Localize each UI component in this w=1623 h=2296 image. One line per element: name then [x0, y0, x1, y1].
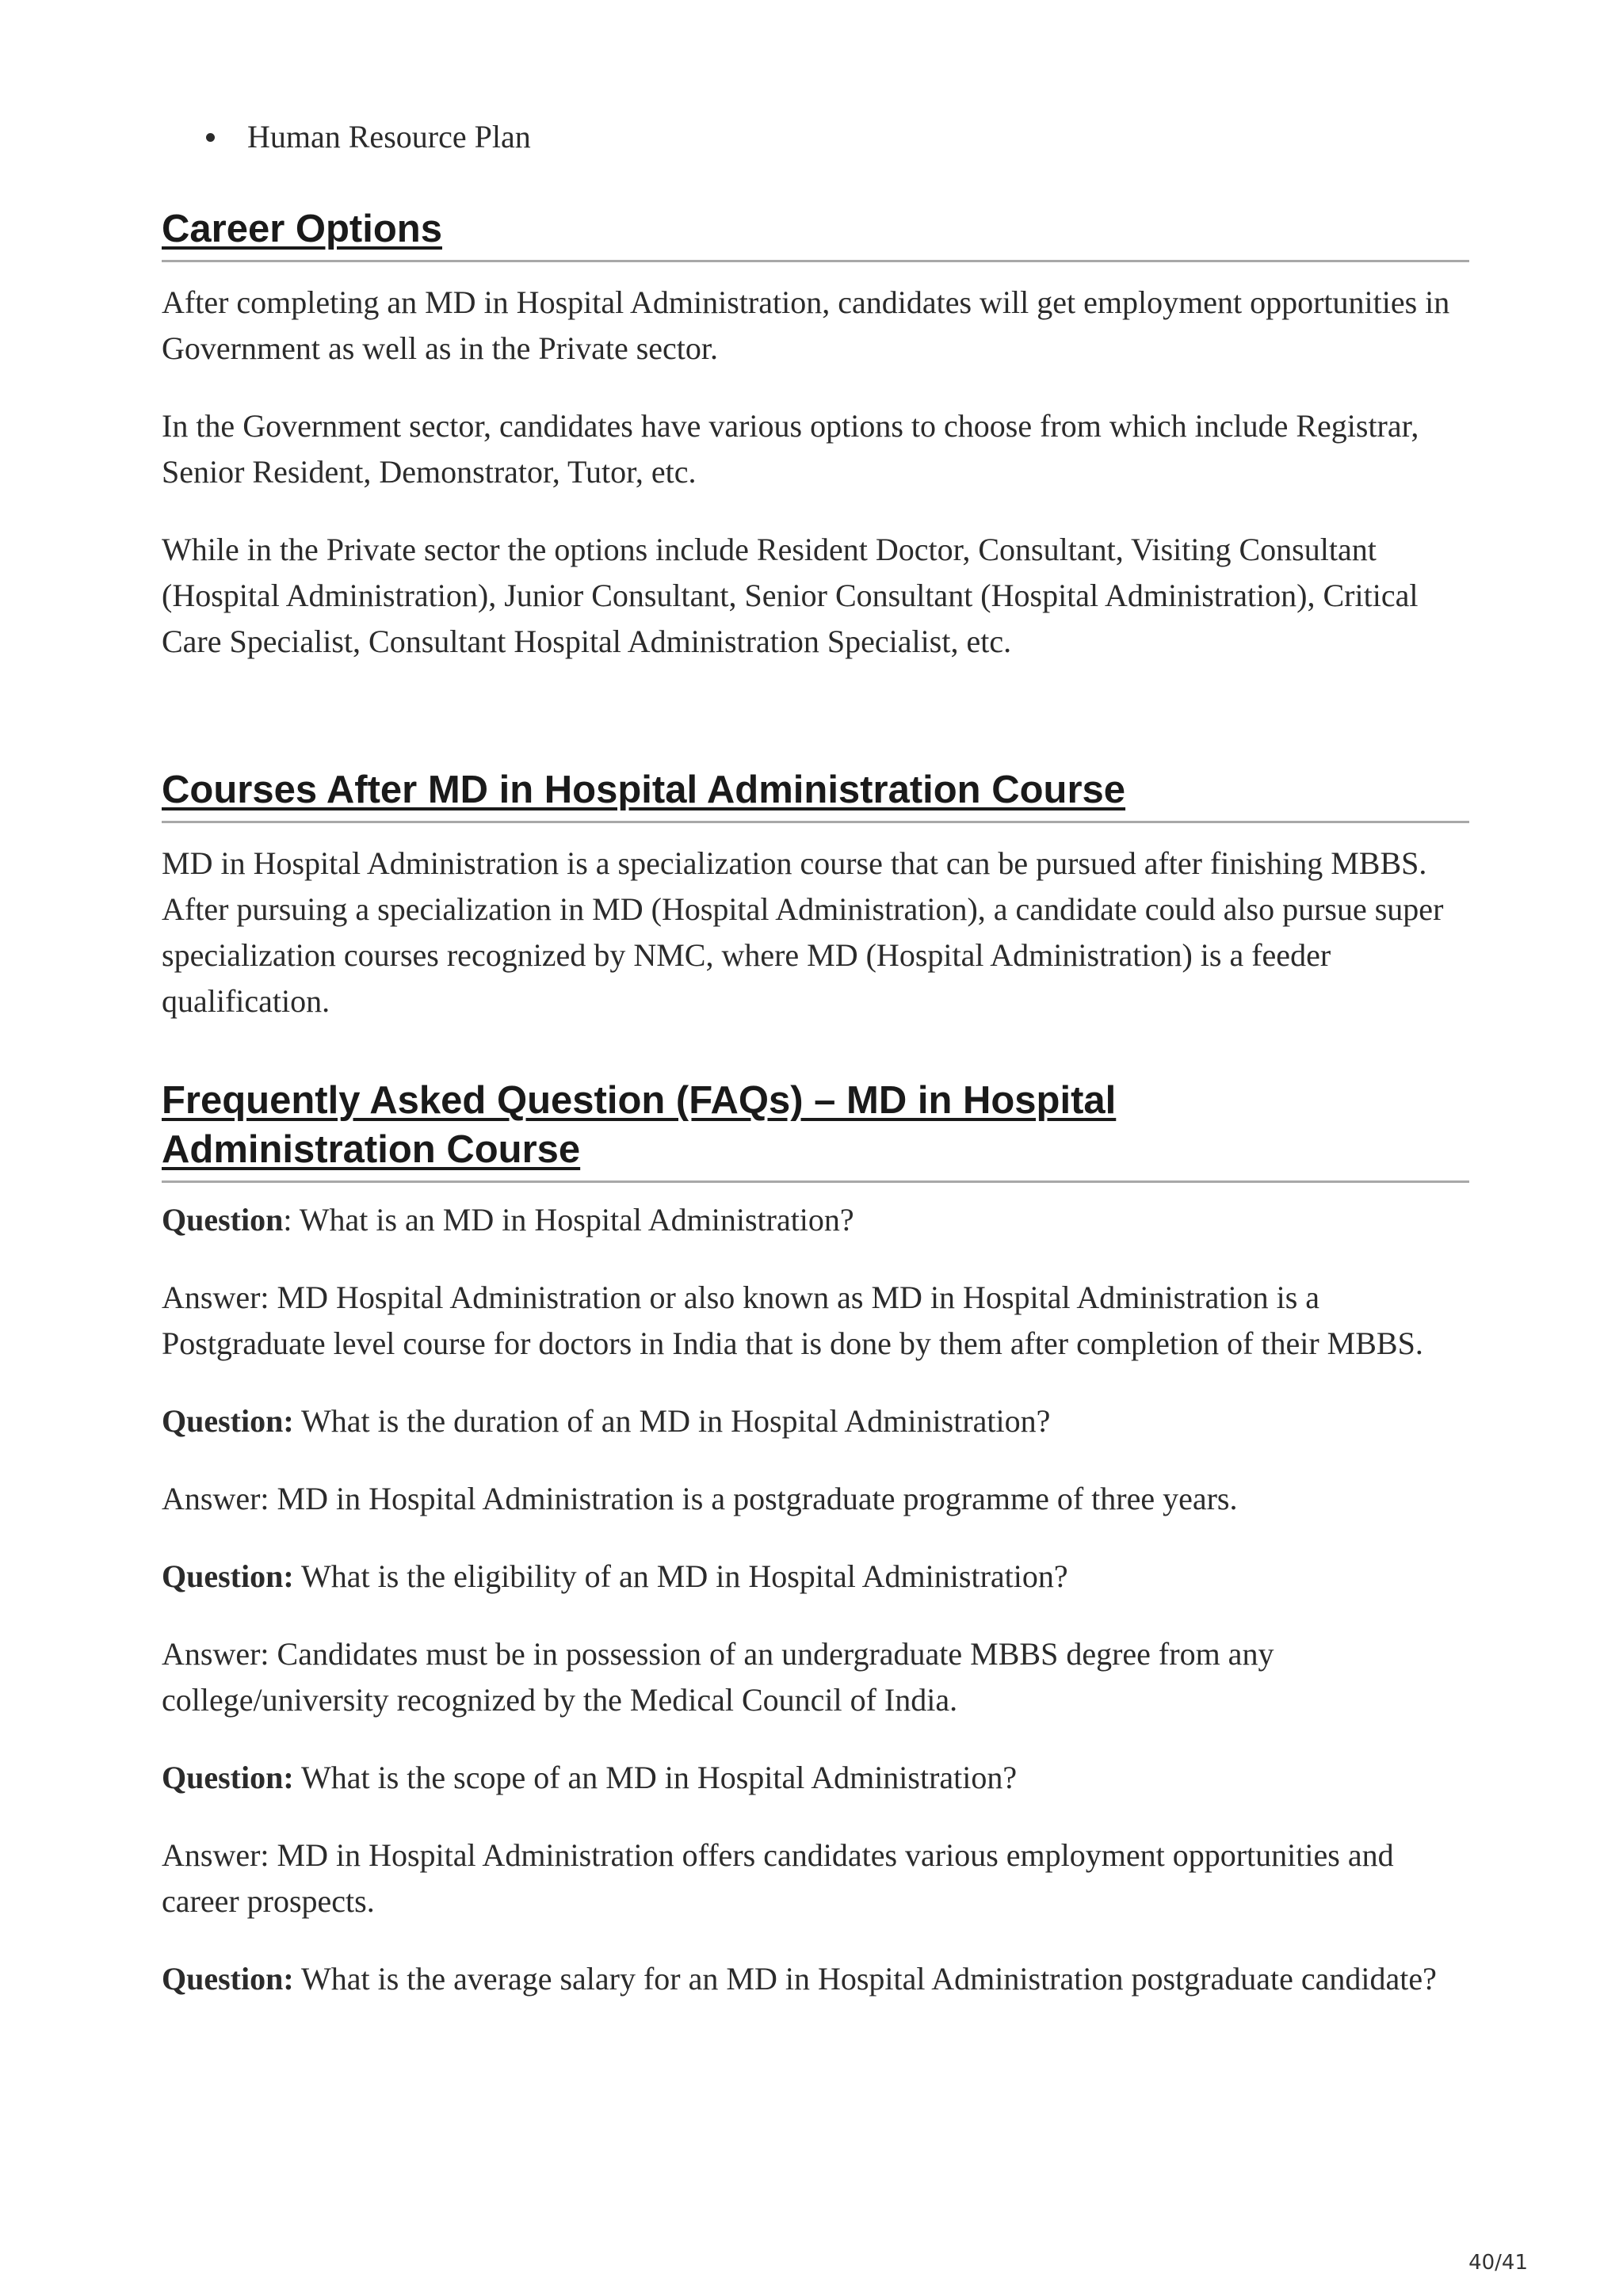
- question-text: What is the eligibility of an MD in Hospital Administration?: [293, 1558, 1068, 1594]
- career-options-heading: Career Options: [162, 204, 1469, 262]
- faq-heading: Frequently Asked Question (FAQs) – MD in Hospital Administration Course: [162, 1079, 1117, 1171]
- faq-heading-rule: [162, 1180, 1469, 1183]
- career-paragraph-3: While in the Private sector the options include Resident Doctor, Consultant, Visiting Consultant (Hospital Administration), Junior Consultant, Senior Consultant (Hospital Administration), Critical Care Specialist, Consultant Hospital Administration Specialist, etc.: [162, 532, 1419, 659]
- question-label: Question:: [162, 1961, 294, 1997]
- faq-answer-4: Answer: MD in Hospital Administration offers candidates various employment opportunities and career prospects.: [162, 1837, 1394, 1919]
- courses-after-heading: Courses After MD in Hospital Administration Course: [162, 765, 1469, 823]
- career-options-section: [162, 204, 1469, 665]
- faq-answer-1: Answer: MD Hospital Administration or also known as MD in Hospital Administration is a Postgraduate level course for doctors in India that is done by them after completion of their MBBS.: [162, 1280, 1423, 1361]
- bullet-dot-icon: [206, 133, 215, 142]
- question-label: Question:: [162, 1760, 294, 1795]
- courses-after-section: [162, 765, 1469, 1024]
- list-item-text: Human Resource Plan: [247, 119, 531, 154]
- faq-question-3: [162, 1554, 1469, 1600]
- list-item: [206, 114, 531, 160]
- faq-question-4: [162, 1755, 1469, 1801]
- question-text: : What is an MD in Hospital Administration?: [283, 1202, 854, 1238]
- faq-answer-3: Answer: Candidates must be in possession of an undergraduate MBBS degree from any college/university recognized by the Medical Council of India.: [162, 1636, 1274, 1718]
- question-label: Question:: [162, 1558, 294, 1594]
- question-label: Question: [162, 1202, 284, 1238]
- career-paragraph-2: In the Government sector, candidates have various options to choose from which include Registrar, Senior Resident, Demonstrator, Tutor, etc.: [162, 408, 1419, 490]
- question-text: What is the scope of an MD in Hospital Administration?: [293, 1760, 1018, 1795]
- faq-question-5: [162, 1956, 1469, 2002]
- question-text: What is the duration of an MD in Hospital Administration?: [293, 1403, 1051, 1439]
- faq-question-1: [162, 1197, 1469, 1243]
- question-label: Question:: [162, 1403, 294, 1439]
- question-text: What is the average salary for an MD in Hospital Administration postgraduate candidate?: [293, 1961, 1437, 1997]
- bullet-list: [206, 114, 531, 160]
- faq-question-2: [162, 1398, 1469, 1444]
- faq-section: [162, 1076, 1469, 2002]
- career-paragraph-1: After completing an MD in Hospital Administration, candidates will get employment opportunities in Government as well as in the Private sector.: [162, 284, 1450, 366]
- page-number: 40/41: [1468, 2251, 1528, 2275]
- courses-after-paragraph: MD in Hospital Administration is a specialization course that can be pursued after finishing MBBS. After pursuing a specialization in MD (Hospital Administration), a candidate could also pursue super specialization courses recognized by NMC, where MD (Hospital Administration) is a feeder qualification.: [162, 845, 1444, 1019]
- faq-answer-2: Answer: MD in Hospital Administration is a postgraduate programme of three years.: [162, 1481, 1238, 1516]
